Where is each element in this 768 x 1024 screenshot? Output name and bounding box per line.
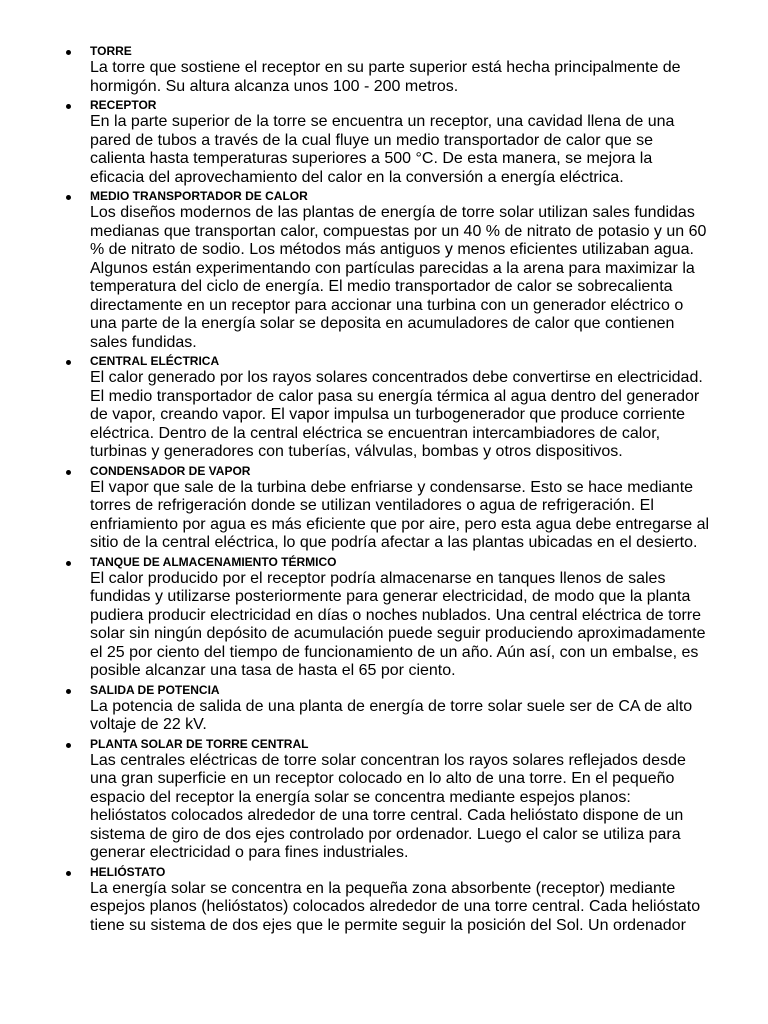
paragraph-line: turbinas y generadores con tuberías, válvulas, bombas y otros dispositivos.	[90, 443, 623, 460]
section-paragraph	[90, 752, 740, 863]
paragraph-line: eficacia del aprovechamiento del calor en la conversión a energía eléctrica.	[90, 168, 624, 186]
section-paragraph	[90, 880, 740, 936]
paragraph-line: sitio de la central eléctrica, lo que podría afectar a las plantas ubicadas en el desierto.	[90, 534, 698, 551]
bullet-icon	[66, 743, 71, 748]
paragraph-line: calienta hasta temperaturas superiores a 500 °C. De esta manera, se mejora la	[90, 150, 653, 167]
paragraph-line: sistema de giro de dos ejes controlado por ordenador. Luego el calor se utiliza para	[90, 825, 681, 843]
paragraph-line: temperatura del ciclo de energía. El medio transportador de calor se sobrecalienta	[90, 278, 673, 295]
bullet-icon	[66, 360, 71, 365]
section-heading: SALIDA DE POTENCIA	[90, 682, 220, 697]
section-item	[0, 189, 768, 352]
section-paragraph	[90, 204, 740, 352]
paragraph-line: Algunos están experimentando con partículas parecidas a la arena para maximizar la	[90, 259, 695, 277]
section-item	[0, 98, 768, 187]
paragraph-line: sales fundidas.	[90, 333, 197, 351]
paragraph-line: Los diseños modernos de las plantas de energía de torre solar utilizan sales fundidas	[90, 204, 695, 221]
paragraph-line: eléctrica. Dentro de la central eléctrica se encuentran intercambiadores de calor,	[90, 424, 661, 442]
section-heading: CONDENSADOR DE VAPOR	[90, 463, 251, 478]
bullet-icon	[66, 50, 71, 55]
paragraph-line: directamente en un receptor para accionar una turbina con un generador eléctrico o	[90, 296, 684, 314]
section-heading: MEDIO TRANSPORTADOR DE CALOR	[90, 189, 308, 203]
document-page	[0, 44, 768, 937]
section-paragraph	[90, 698, 740, 735]
paragraph-line: voltaje de 22 kV.	[90, 716, 207, 733]
paragraph-line: Las centrales eléctricas de torre solar concentran los rayos solares reflejados desde	[90, 751, 686, 769]
paragraph-line: La torre que sostiene el receptor en su parte superior está hecha principalmente de	[90, 59, 681, 76]
section-list	[0, 44, 768, 935]
section-paragraph	[90, 369, 740, 462]
paragraph-line: El calor generado por los rayos solares concentrados debe convertirse en electricidad.	[90, 369, 703, 386]
section-heading: HELIÓSTATO	[90, 864, 166, 879]
paragraph-line: tiene su sistema de dos ejes que le permite seguir la posición del Sol. Un ordenador	[90, 916, 686, 934]
paragraph-line: generar electricidad o para fines industriales.	[90, 844, 409, 861]
section-item	[0, 464, 768, 553]
paragraph-line: el 25 por ciento del tiempo de funcionamiento de un año. Aún así, con un embalse, es	[90, 643, 699, 661]
paragraph-line: % de nitrato de sodio. Los métodos más antiguos y menos eficientes utilizaban agua.	[90, 241, 694, 258]
paragraph-line: En la parte superior de la torre se encuentra un receptor, una cavidad llena de una	[90, 113, 675, 130]
bullet-icon	[66, 871, 71, 876]
section-heading: TANQUE DE ALMACENAMIENTO TÉRMICO	[90, 554, 337, 569]
bullet-icon	[66, 195, 71, 200]
section-item	[0, 44, 768, 96]
bullet-icon	[66, 561, 71, 566]
paragraph-line: hormigón. Su altura alcanza unos 100 - 200 metros.	[90, 77, 459, 95]
paragraph-line: enfriamiento por agua es más eficiente que por aire, pero esta agua debe entregarse al	[90, 515, 710, 533]
section-item	[0, 865, 768, 936]
bullet-icon	[66, 689, 71, 694]
paragraph-line: pudiera producir electricidad en días o noches nublados. Una central eléctrica de torre	[90, 606, 702, 624]
paragraph-line: helióstatos colocados alrededor de una torre central. Cada helióstato dispone de un	[90, 807, 684, 824]
paragraph-line: pared de tubos a través de la cual fluye un medio transportador de calor que se	[90, 131, 654, 149]
paragraph-line: La energía solar se concentra en la pequeña zona absorbente (receptor) mediante	[90, 879, 676, 897]
section-paragraph	[90, 570, 740, 681]
paragraph-line: El medio transportador de calor pasa su energía térmica al agua dentro del generador	[90, 387, 700, 405]
paragraph-line: solar sin ningún depósito de acumulación puede seguir produciendo aproximadamente	[90, 625, 706, 642]
section-heading: PLANTA SOLAR DE TORRE CENTRAL	[90, 736, 309, 751]
paragraph-line: posible alcanzar una tasa de hasta el 65 por ciento.	[90, 662, 456, 679]
paragraph-line: una gran superficie en un receptor colocado en lo alto de una torre. En el pequeño	[90, 770, 675, 787]
paragraph-line: espejos planos (helióstatos) colocados alrededor de una torre central. Cada helióstato	[90, 898, 701, 915]
section-paragraph	[90, 479, 740, 553]
bullet-icon	[66, 104, 71, 109]
paragraph-line: torres de refrigeración donde se utilizan ventiladores o agua de refrigeración. El	[90, 497, 654, 514]
section-item	[0, 737, 768, 863]
paragraph-line: medianas que transportan calor, compuestas por un 40 % de nitrato de potasio y un 60	[90, 222, 707, 240]
section-heading: TORRE	[90, 44, 132, 58]
paragraph-line: fundidas y utilizarse posteriormente para generar electricidad, de modo que la planta	[90, 588, 691, 605]
paragraph-line: El calor producido por el receptor podría almacenarse en tanques llenos de sales	[90, 569, 666, 587]
section-item	[0, 555, 768, 681]
paragraph-line: El vapor que sale de la turbina debe enfriarse y condensarse. Esto se hace mediante	[90, 478, 694, 496]
paragraph-line: una parte de la energía solar se deposita en acumuladores de calor que contienen	[90, 315, 675, 332]
bullet-icon	[66, 470, 71, 475]
paragraph-line: espacio del receptor la energía solar se concentra mediante espejos planos:	[90, 788, 631, 806]
section-item	[0, 354, 768, 462]
section-heading: RECEPTOR	[90, 98, 157, 112]
section-heading: CENTRAL ELÉCTRICA	[90, 354, 220, 368]
section-paragraph	[90, 59, 740, 96]
paragraph-line: La potencia de salida de una planta de energía de torre solar suele ser de CA de alto	[90, 697, 693, 715]
section-item	[0, 683, 768, 735]
paragraph-line: de vapor, creando vapor. El vapor impulsa un turbogenerador que produce corriente	[90, 406, 686, 423]
section-paragraph	[90, 113, 740, 187]
